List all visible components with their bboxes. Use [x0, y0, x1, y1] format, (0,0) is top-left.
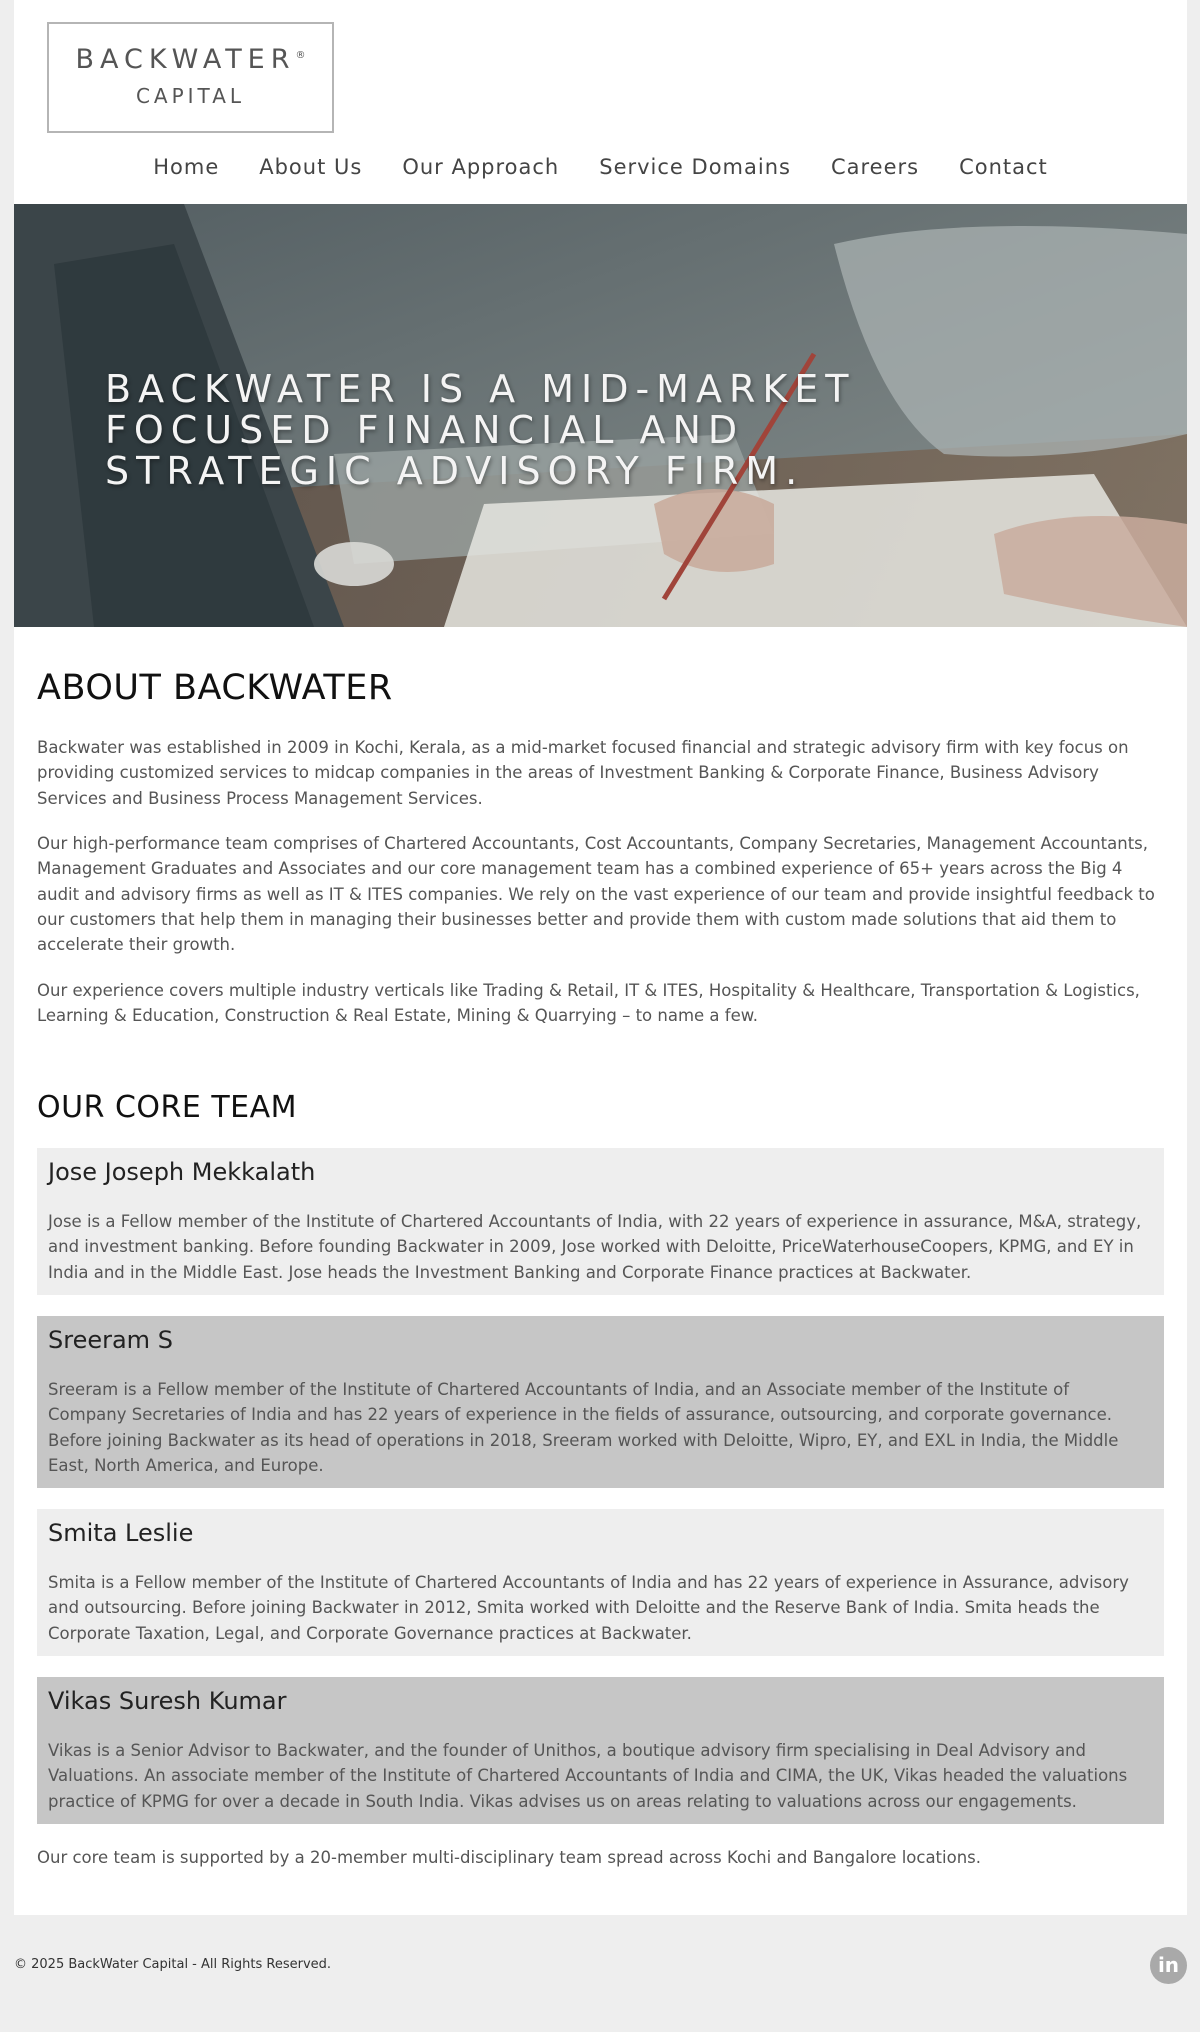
team-member-name: Smita Leslie [48, 1519, 194, 1547]
team-support-note: Our core team is supported by a 20-member multi-disciplinary team spread across Kochi and Bangalore locations. [37, 1848, 982, 1867]
nav-item-service-domains[interactable]: Service Domains [599, 155, 791, 179]
nav-item-careers[interactable]: Careers [830, 155, 920, 179]
about-paragraph-1: Backwater was established in 2009 in Kochi, Kerala, as a mid-market focused financial and strategic advisory firm with key focus on providing customized services to midcap companies in the areas of Investment Banking & Corporate Finance, Business Advisory Services and Business Process Management Services. [37, 738, 1129, 808]
about-title: ABOUT BACKWATER [37, 668, 393, 708]
nav-item-about-us[interactable]: About Us [259, 155, 363, 179]
about-paragraph-2: Our high-performance team comprises of Chartered Accountants, Cost Accountants, Company Secretaries, Management Accountants, Management Graduates and Associates and our core management team has a combined experience of 65+ years across the Big 4 audit and advisory firms as well as IT & ITES companies. We rely on the vast experience of our team and provide insightful feedback to our customers that help them in managing their businesses better and provide them with custom made solutions that aid them to accelerate their growth. [37, 834, 1155, 955]
page-container [14, 0, 1187, 1915]
team-member-bio: Smita is a Fellow member of the Institute of Chartered Accountants of India and has 22 years of experience in Assurance, advisory and outsourcing. Before joining Backwater in 2012, Smita worked with Deloitte and the Reserve Bank of India. Smita heads the Corporate Taxation, Legal, and Corporate Governance practices at Backwater. [48, 1573, 1129, 1643]
team-member-bio: Jose is a Fellow member of the Institute of Chartered Accountants of India, with 22 years of experience in assurance, M&A, strategy, and investment banking. Before founding Backwater in 2009, Jose worked with Deloitte, PriceWaterhouseCoopers, KPMG, and EY in India and in the Middle East. Jose heads the Investment Banking and Corporate Finance practices at Backwater. [48, 1212, 1142, 1282]
team-card-jose [37, 1148, 1164, 1295]
team-title: OUR CORE TEAM [37, 1090, 298, 1125]
team-card-sreeram [37, 1316, 1164, 1488]
footer-copyright: © 2025 BackWater Capital - All Rights Reserved. [14, 1957, 332, 1972]
team-card-smita [37, 1509, 1164, 1656]
main-nav [14, 155, 1187, 179]
logo-name-line2: CAPITAL [135, 84, 246, 108]
logo-wordmark [49, 44, 332, 75]
nav-item-home[interactable]: Home [153, 155, 220, 179]
team-member-name: Jose Joseph Mekkalath [48, 1158, 316, 1186]
about-paragraph-3: Our experience covers multiple industry verticals like Trading & Retail, IT & ITES, Hospitality & Healthcare, Transportation & Logistics, Learning & Education, Construction & Real Estate, Mining & Quarrying – to name a few. [37, 981, 1140, 1026]
team-member-name: Vikas Suresh Kumar [48, 1687, 287, 1715]
hero-headline: BACKWATER IS A MID-MARKET FOCUSED FINANCIAL AND STRATEGIC ADVISORY FIRM. [105, 367, 856, 493]
registered-mark: ® [295, 50, 306, 61]
nav-item-our-approach[interactable]: Our Approach [402, 155, 560, 179]
team-member-bio: Vikas is a Senior Advisor to Backwater, and the founder of Unithos, a boutique advisory firm specialising in Deal Advisory and Valuations. An associate member of the Institute of Chartered Accountants of India and CIMA, the UK, Vikas headed the valuations practice of KPMG for over a decade in South India. Vikas advises us on areas relating to valuations across our engagements. [48, 1741, 1128, 1811]
team-member-name: Sreeram S [48, 1326, 173, 1354]
logo-name-line1: BACKWATER [75, 44, 296, 75]
hero-banner [14, 204, 1187, 627]
team-member-bio: Sreeram is a Fellow member of the Institute of Chartered Accountants of India, and an Associate member of the Institute of Company Secretaries of India and has 22 years of experience in the fields of assurance, outsourcing, and corporate governance. Before joining Backwater as its head of operations in 2018, Sreeram worked with Deloitte, Wipro, EY, and EXL in India, the Middle East, North America, and Europe. [48, 1380, 1119, 1475]
linkedin-icon[interactable]: in [1150, 1947, 1187, 1984]
nav-item-contact[interactable]: Contact [959, 155, 1048, 179]
team-card-vikas [37, 1677, 1164, 1824]
brand-logo[interactable] [47, 22, 334, 133]
